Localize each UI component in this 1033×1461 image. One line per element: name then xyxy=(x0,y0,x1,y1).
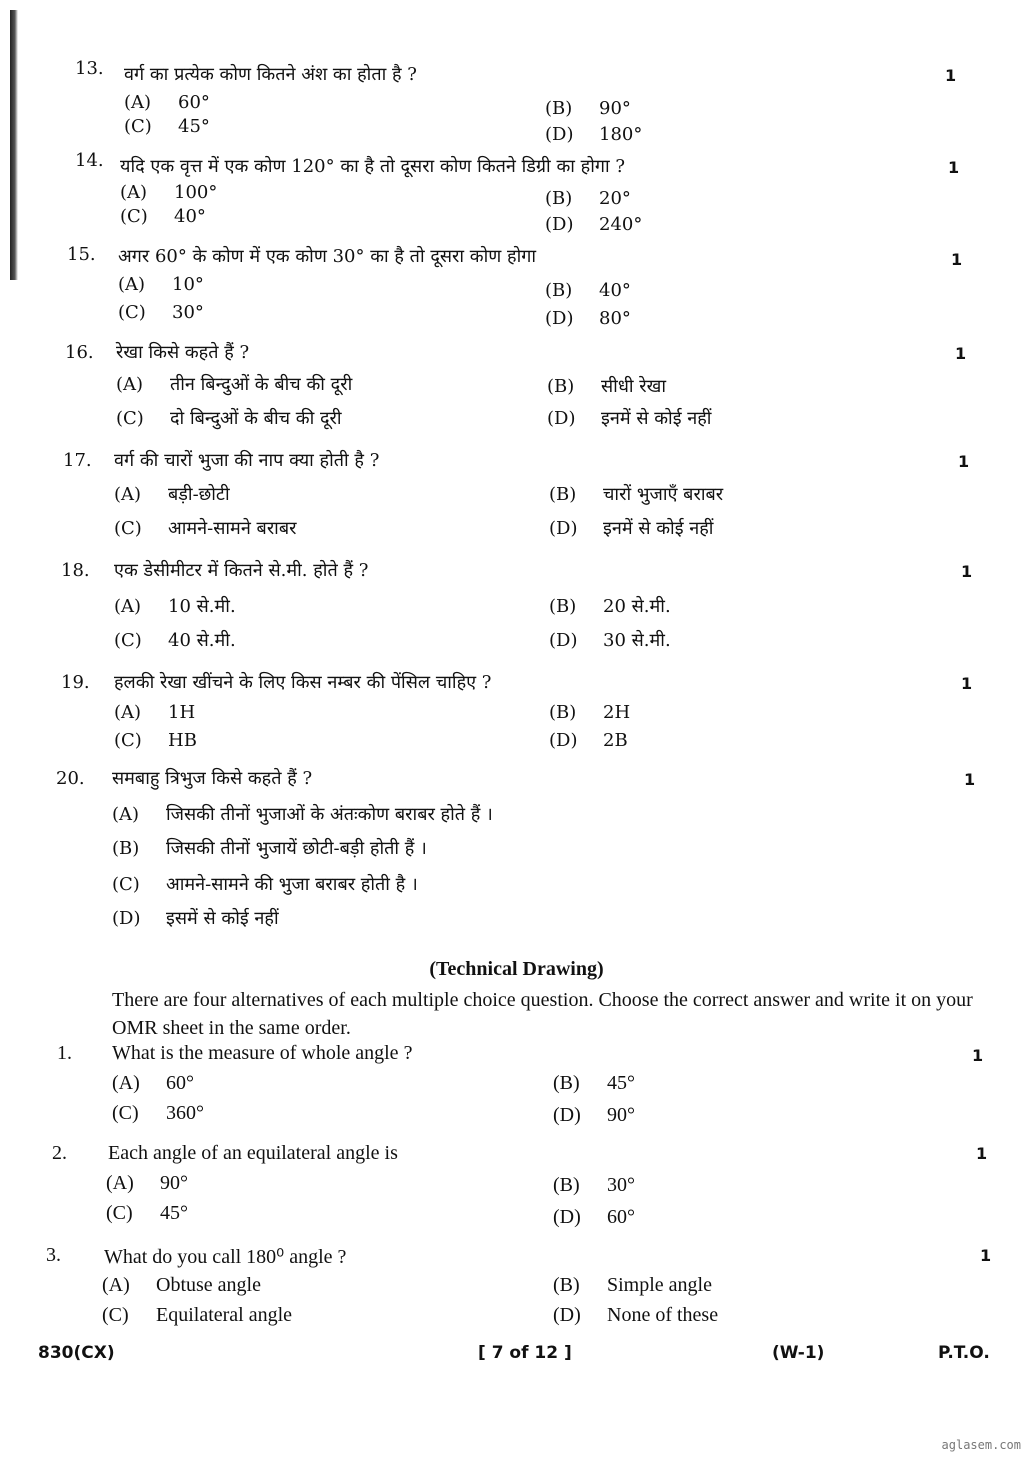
section-title: (Technical Drawing) xyxy=(429,958,604,980)
option-a: (A) Obtuse angle xyxy=(102,1274,261,1296)
option-c: (C) आमने-सामने बराबर xyxy=(114,518,297,539)
option-c: (C) 45° xyxy=(106,1202,188,1224)
question-text: What is the measure of whole angle ? xyxy=(112,1042,413,1064)
option-b: (B) 2H xyxy=(549,702,631,723)
option-c: (C) 45° xyxy=(124,116,210,137)
option-d: (D) इसमें से कोई नहीं xyxy=(112,908,279,929)
question-text: वर्ग का प्रत्येक कोण कितने अंश का होता है ? xyxy=(124,64,417,85)
option-b: (B) 30° xyxy=(553,1174,635,1196)
option-c: (C) आमने-सामने की भुजा बराबर होती है । xyxy=(112,874,418,895)
question-text: अगर 60° के कोण में एक कोण 30° का है तो दूसरा कोण होगा xyxy=(118,246,537,267)
option-d: (D) 60° xyxy=(553,1206,635,1228)
question-number: 14. xyxy=(75,150,104,171)
option-b: (B) चारों भुजाएँ बराबर xyxy=(549,484,724,505)
option-c: (C) HB xyxy=(114,730,197,751)
question-number: 17. xyxy=(63,450,92,471)
option-c: (C) Equilateral angle xyxy=(102,1304,293,1326)
option-d: (D) 2B xyxy=(549,730,628,751)
option-a: (A) 10 से.मी. xyxy=(114,596,236,617)
question-text: What do you call 180⁰ angle ? xyxy=(104,1246,347,1268)
option-b: (B) 40° xyxy=(545,280,631,301)
question-number: 19. xyxy=(61,672,90,693)
option-a: (A) 90° xyxy=(106,1172,188,1194)
question-marks: 1 xyxy=(964,770,976,789)
option-a: (A) जिसकी तीनों भुजाओं के अंतःकोण बराबर होते हैं । xyxy=(112,804,493,825)
question-number: 16. xyxy=(65,342,94,363)
option-b: (B) Simple angle xyxy=(553,1274,712,1296)
question-number: 18. xyxy=(61,560,90,581)
question-text: हलकी रेखा खींचने के लिए किस नम्बर की पेंसिल चाहिए ? xyxy=(114,672,492,693)
option-b: (B) 90° xyxy=(545,98,631,119)
option-d: (D) इनमें से कोई नहीं xyxy=(549,518,714,539)
question-marks: 1 xyxy=(951,250,963,269)
option-d: (D) 180° xyxy=(545,124,643,145)
scan-edge xyxy=(10,10,18,280)
option-a: (A) 1H xyxy=(114,702,196,723)
option-a: (A) 60° xyxy=(124,92,210,113)
question-text: वर्ग की चारों भुजा की नाप क्या होती है ? xyxy=(114,450,380,471)
option-c: (C) 40° xyxy=(120,206,206,227)
question-marks: 1 xyxy=(961,674,973,693)
question-number: 1. xyxy=(57,1042,72,1064)
question-marks: 1 xyxy=(958,452,970,471)
option-d: (D) 90° xyxy=(553,1104,635,1126)
option-d: (D) None of these xyxy=(553,1304,719,1326)
option-b: (B) 45° xyxy=(553,1072,635,1094)
question-marks: 1 xyxy=(955,344,967,363)
pto-label: P.T.O. xyxy=(938,1343,990,1363)
option-b: (B) सीधी रेखा xyxy=(547,376,667,397)
question-marks: 1 xyxy=(972,1046,984,1065)
question-marks: 1 xyxy=(961,562,973,581)
question-marks: 1 xyxy=(945,66,957,85)
question-text: एक डेसीमीटर में कितने से.मी. होते हैं ? xyxy=(114,560,369,581)
set-code: (W-1) xyxy=(772,1343,825,1363)
option-d: (D) 80° xyxy=(545,308,631,329)
option-b: (B) 20° xyxy=(545,188,631,209)
option-b: (B) जिसकी तीनों भुजायें छोटी-बड़ी होती हैं । xyxy=(112,838,427,859)
question-marks: 1 xyxy=(948,158,960,177)
section-instructions: There are four alternatives of each multiple choice question. Choose the correct answer and write it on your OMR sheet in the same order. xyxy=(112,989,973,1039)
question-marks: 1 xyxy=(980,1246,992,1265)
option-c: (C) दो बिन्दुओं के बीच की दूरी xyxy=(116,408,342,429)
option-a: (A) बड़ी-छोटी xyxy=(114,484,230,505)
page-number: [ 7 of 12 ] xyxy=(478,1343,572,1363)
option-a: (A) 100° xyxy=(120,182,218,203)
option-a: (A) 60° xyxy=(112,1072,194,1094)
question-text: रेखा किसे कहते हैं ? xyxy=(116,342,250,363)
question-number: 20. xyxy=(56,768,85,789)
paper-code: 830(CX) xyxy=(38,1343,115,1363)
option-c: (C) 30° xyxy=(118,302,204,323)
question-text: यदि एक वृत्त में एक कोण 120° का है तो दूसरा कोण कितने डिग्री का होगा ? xyxy=(120,156,626,177)
question-text: Each angle of an equilateral angle is xyxy=(108,1142,398,1164)
question-number: 2. xyxy=(52,1142,67,1164)
option-d: (D) इनमें से कोई नहीं xyxy=(547,408,712,429)
question-marks: 1 xyxy=(976,1144,988,1163)
watermark: aglasem.com xyxy=(941,1438,1021,1452)
option-a: (A) तीन बिन्दुओं के बीच की दूरी xyxy=(116,374,353,395)
option-a: (A) 10° xyxy=(118,274,204,295)
question-number: 3. xyxy=(46,1244,61,1266)
question-number: 13. xyxy=(75,58,104,79)
option-c: (C) 360° xyxy=(112,1102,204,1124)
option-b: (B) 20 से.मी. xyxy=(549,596,671,617)
option-c: (C) 40 से.मी. xyxy=(114,630,236,651)
question-text: समबाहु त्रिभुज किसे कहते हैं ? xyxy=(112,768,313,789)
question-number: 15. xyxy=(67,244,96,265)
option-d: (D) 30 से.मी. xyxy=(549,630,671,651)
option-d: (D) 240° xyxy=(545,214,643,235)
